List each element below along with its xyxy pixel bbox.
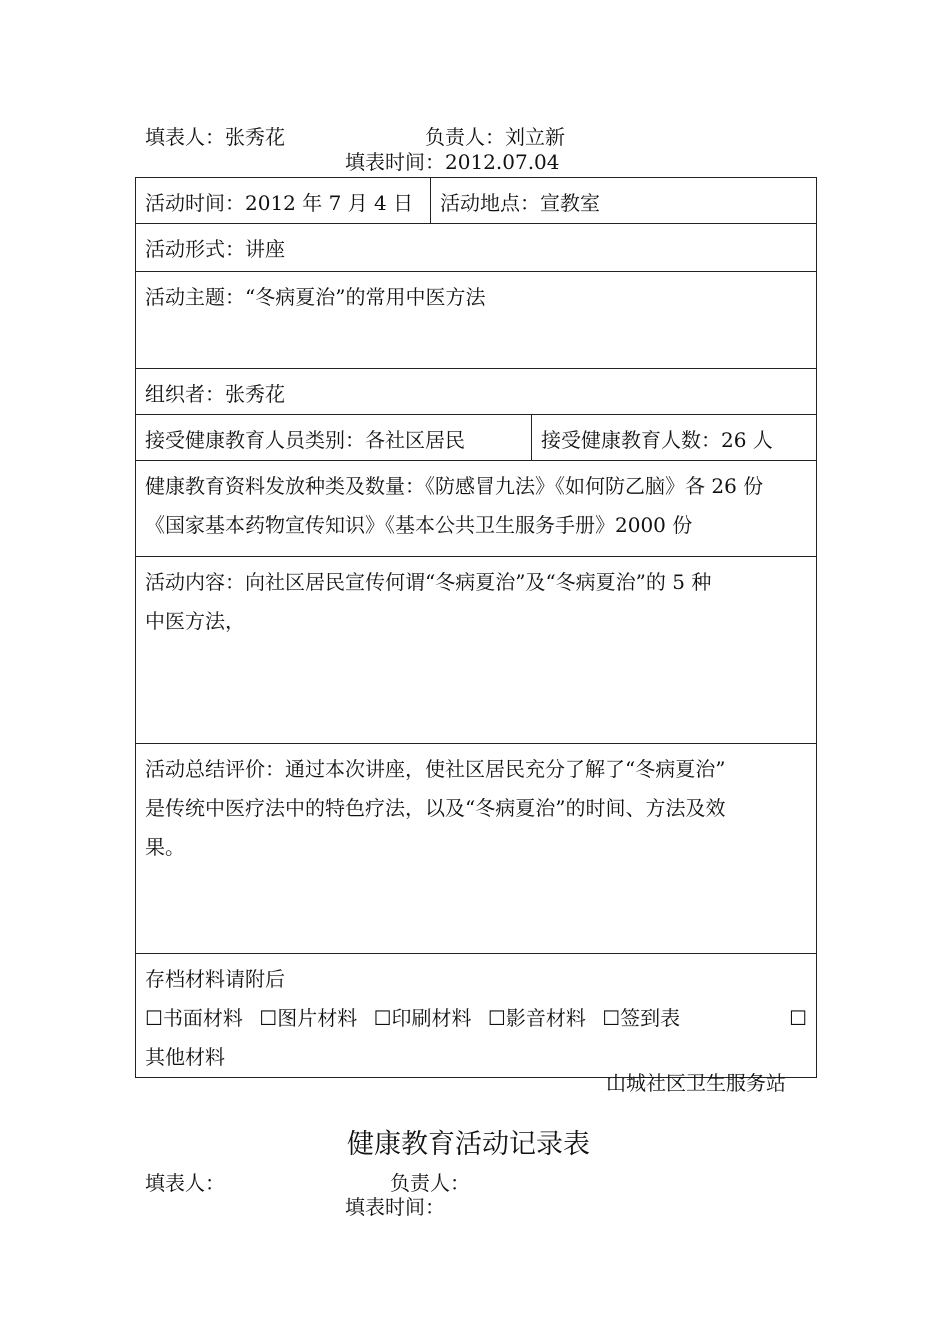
activity-time-label: 活动时间： <box>145 191 245 215</box>
activity-theme-value: “冬病夏治”的常用中医方法 <box>245 285 486 309</box>
activity-content-line-1: 向社区居民宣传何谓“冬病夏治”及“冬病夏治”的 5 种 <box>245 570 712 594</box>
archive-checkbox-row <box>145 999 807 1038</box>
checkbox-icon: ☐ <box>373 1006 392 1030</box>
activity-place-value: 宣教室 <box>540 191 600 215</box>
materials-label: 健康教育资料发放种类及数量： <box>145 474 425 498</box>
audience-type-cell <box>136 415 532 461</box>
activity-theme-label: 活动主题： <box>145 285 245 309</box>
checkbox-icon: ☐ <box>602 1006 621 1030</box>
owner-field: 负责人：刘立新 <box>425 125 565 149</box>
activity-content-label: 活动内容： <box>145 570 245 594</box>
checkbox-other[interactable] <box>789 999 807 1038</box>
activity-place-cell <box>431 178 817 224</box>
activity-theme-cell <box>136 272 817 369</box>
organizer-label: 组织者： <box>145 382 225 406</box>
activity-time-cell <box>136 178 431 224</box>
activity-summary-line-2: 是传统中医疗法中的特色疗法，以及“冬病夏治”的时间、方法及效 <box>145 796 726 820</box>
activity-content-line-2: 中医方法， <box>145 609 245 633</box>
organizer-value: 张秀花 <box>225 382 285 406</box>
activity-place-label: 活动地点： <box>440 191 540 215</box>
activity-record-table <box>135 177 817 1078</box>
checkbox-icon: ☐ <box>487 1006 506 1030</box>
audience-type-label: 接受健康教育人员类别： <box>145 428 365 452</box>
next-owner-field: 负责人： <box>390 1171 470 1195</box>
next-filler-field: 填表人： <box>145 1171 225 1195</box>
filler-field: 填表人：张秀花 <box>145 125 285 149</box>
checkbox-icon: ☐ <box>259 1006 278 1030</box>
activity-summary-label: 活动总结评价： <box>145 757 285 781</box>
activity-format-cell <box>136 224 817 272</box>
activity-summary-cell <box>136 744 817 954</box>
checkbox-icon: ☐ <box>145 1006 163 1030</box>
checkbox-other-label: 其他材料 <box>145 1045 225 1069</box>
activity-content-cell <box>136 557 817 744</box>
audience-count-label: 接受健康教育人数： <box>541 428 721 452</box>
fill-date-field: 填表时间：2012.07.04 <box>345 150 560 174</box>
activity-format-value: 讲座 <box>245 237 285 261</box>
checkbox-written[interactable]: ☐书面材料 <box>145 1006 243 1030</box>
materials-cell <box>136 461 817 557</box>
materials-line-1: 《防感冒九法》《如何防乙脑》各 26 份 <box>425 474 764 498</box>
checkbox-icon: ☐ <box>789 1006 807 1030</box>
audience-type-value: 各社区居民 <box>365 428 465 452</box>
materials-line-2: 《国家基本药物宣传知识》《基本公共卫生服务手册》2000 份 <box>145 513 693 537</box>
archive-materials-cell <box>136 954 817 1078</box>
audience-count-value: 26 人 <box>721 428 773 452</box>
checkbox-audio-video[interactable]: ☐影音材料 <box>487 1006 586 1030</box>
archive-title: 存档材料请附后 <box>145 967 285 991</box>
audience-count-cell <box>532 415 817 461</box>
next-fill-date-field: 填表时间： <box>345 1195 445 1219</box>
checkbox-sign-in[interactable]: ☐签到表 <box>602 1006 681 1030</box>
next-form-title: 健康教育活动记录表 <box>347 1129 590 1160</box>
organizer-cell <box>136 369 817 415</box>
activity-summary-line-1: 通过本次讲座，使社区居民充分了解了“冬病夏治” <box>285 757 726 781</box>
activity-time-value: 2012 年 7 月 4 日 <box>245 191 414 215</box>
organization-name: 山城社区卫生服务站 <box>606 1071 786 1095</box>
activity-format-label: 活动形式： <box>145 237 245 261</box>
checkbox-printed[interactable]: ☐印刷材料 <box>373 1006 472 1030</box>
activity-summary-line-3: 果。 <box>145 835 185 859</box>
checkbox-pictures[interactable]: ☐图片材料 <box>259 1006 358 1030</box>
